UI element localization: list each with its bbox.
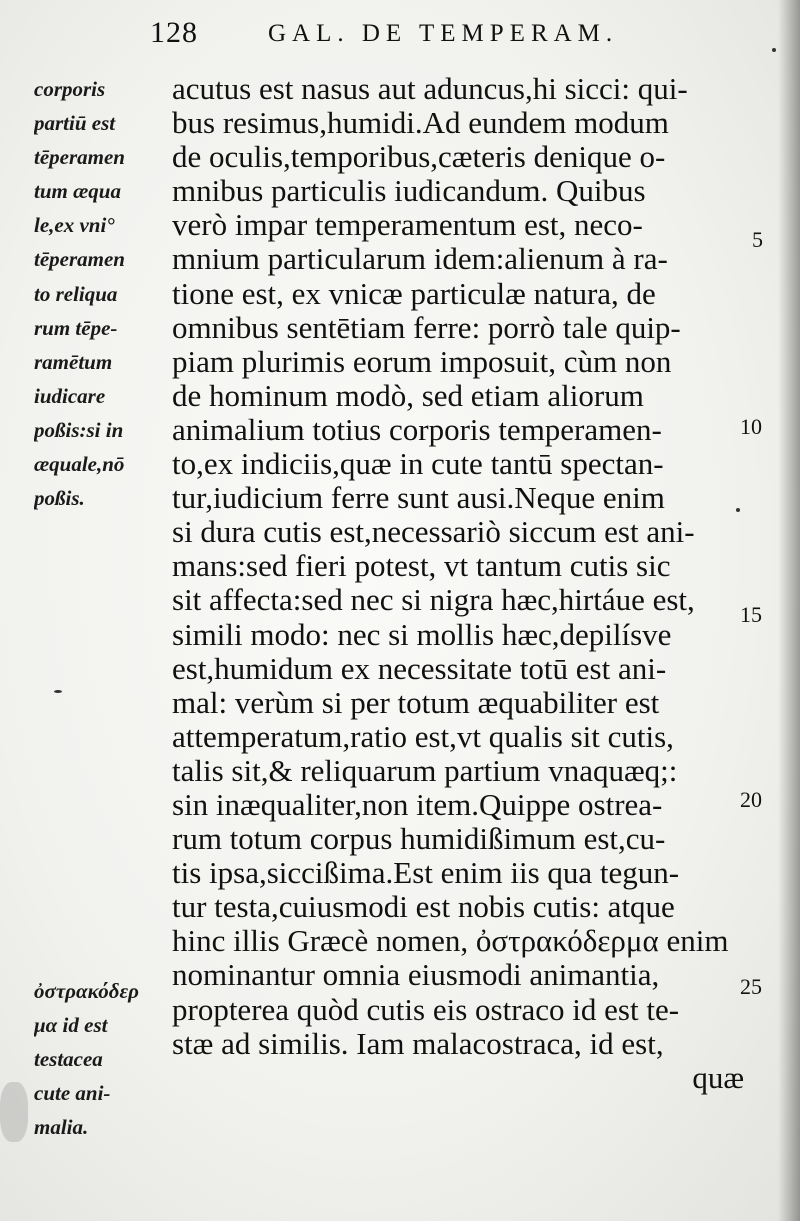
text-line: mans:sed fieri potest, vt tantum cutis sic bbox=[172, 549, 671, 584]
margin-note-line: corporis bbox=[34, 77, 106, 101]
running-header bbox=[150, 16, 670, 56]
margin-note-line: ramētum bbox=[34, 349, 113, 374]
margin-note-line: to reliqua bbox=[34, 281, 118, 306]
ink-blot bbox=[0, 1082, 28, 1142]
text-line: omnibus sentētiam ferre: porrò tale quip- bbox=[172, 310, 681, 345]
text-line: sit affecta:sed nec si nigra hæc,hirtáue est, bbox=[172, 583, 695, 618]
margin-note-line: tēperamen bbox=[34, 145, 125, 170]
text-line: simili modo: nec si mollis hæc,depilísve bbox=[172, 617, 672, 652]
text-line: de hominum modò, sed etiam aliorum bbox=[172, 378, 644, 413]
text-line: to,ex indiciis,quæ in cute tantū spectan- bbox=[172, 447, 664, 482]
text-line: tur,iudicium ferre sunt ausi.Neque enim bbox=[172, 481, 665, 516]
body-text bbox=[172, 72, 744, 1095]
line-number: 5 bbox=[752, 227, 763, 252]
speck bbox=[54, 690, 62, 693]
margin-note-line: poßis. bbox=[34, 486, 85, 511]
text-line: de oculis,temporibus,cæteris denique o- bbox=[172, 140, 666, 175]
margin-note-line: le,ex vni° bbox=[34, 213, 115, 238]
text-line: talis sit,& reliquarum partium vnaquæq;: bbox=[172, 753, 678, 788]
page-edge-shadow bbox=[778, 0, 800, 1221]
text-line: rum totum corpus humidißimum est,cu- bbox=[172, 822, 666, 857]
text-line: est,humidum ex necessitate totū est ani- bbox=[172, 651, 667, 686]
text-line: stæ ad similis. Iam malacostraca, id est, bbox=[172, 1026, 664, 1061]
text-line: verò impar temperamentum est, neco- bbox=[172, 208, 643, 243]
text-line: attemperatum,ratio est,vt qualis sit cutis, bbox=[172, 719, 674, 754]
margin-note-line: μα id est bbox=[34, 1013, 108, 1038]
text-line: mnium particularum idem:alienum à ra- bbox=[172, 242, 668, 277]
line-number: 10 bbox=[740, 414, 762, 439]
text-line: tur testa,cuiusmodi est nobis cutis: atque bbox=[172, 890, 675, 925]
line-number: 20 bbox=[740, 787, 762, 812]
text-line: tis ipsa,siccißima.Est enim iis qua tegun- bbox=[172, 856, 680, 891]
text-line: hinc illis Græcè nomen, ὀστρακόδερμα enim bbox=[172, 924, 729, 959]
margin-note-line: tum æqua bbox=[34, 179, 121, 204]
margin-note-line: tēperamen bbox=[34, 247, 125, 272]
running-title: GAL. DE TEMPERAM. bbox=[268, 20, 619, 47]
text-line: mal: verùm si per totum æquabiliter est bbox=[172, 685, 660, 720]
margin-note-2 bbox=[34, 974, 164, 1144]
margin-note-line: cute ani- bbox=[34, 1081, 111, 1106]
margin-note-line: malia. bbox=[34, 1115, 89, 1140]
margin-note-line: iudicare bbox=[34, 383, 106, 408]
margin-note-line: poßis:si in bbox=[34, 417, 124, 442]
text-line: sin inæqualiter,non item.Quippe ostrea- bbox=[172, 787, 663, 822]
text-line: mnibus particulis iudicandum. Quibus bbox=[172, 174, 646, 209]
speck bbox=[772, 48, 776, 52]
margin-note-line: æquale,nō bbox=[34, 452, 125, 477]
margin-note-line: rum tēpe- bbox=[34, 315, 118, 340]
catchword: quæ bbox=[692, 1060, 744, 1095]
text-line: nominantur omnia eiusmodi animantia, bbox=[172, 958, 660, 993]
page-number: 128 bbox=[150, 16, 198, 49]
line-number: 25 bbox=[740, 974, 762, 999]
text-line: si dura cutis est,necessariò siccum est ani- bbox=[172, 515, 695, 550]
text-line: animalium totius corporis temperamen- bbox=[172, 412, 662, 447]
text-line: tione est, ex vnicæ particulæ natura, de bbox=[172, 276, 656, 311]
text-line: bus resimus,humidi.Ad eundem modum bbox=[172, 106, 669, 141]
text-line: propterea quòd cutis eis ostraco id est te- bbox=[172, 992, 680, 1027]
margin-note-line: ὀστρακόδερ bbox=[34, 979, 139, 1003]
text-line: acutus est nasus aut aduncus,hi sicci: qui- bbox=[172, 72, 688, 106]
margin-note-line: partiū est bbox=[34, 111, 116, 136]
line-number: 15 bbox=[740, 602, 762, 627]
margin-note-1 bbox=[34, 72, 164, 515]
text-line: piam plurimis eorum imposuit, cùm non bbox=[172, 344, 672, 379]
margin-note-line: testacea bbox=[34, 1047, 103, 1072]
